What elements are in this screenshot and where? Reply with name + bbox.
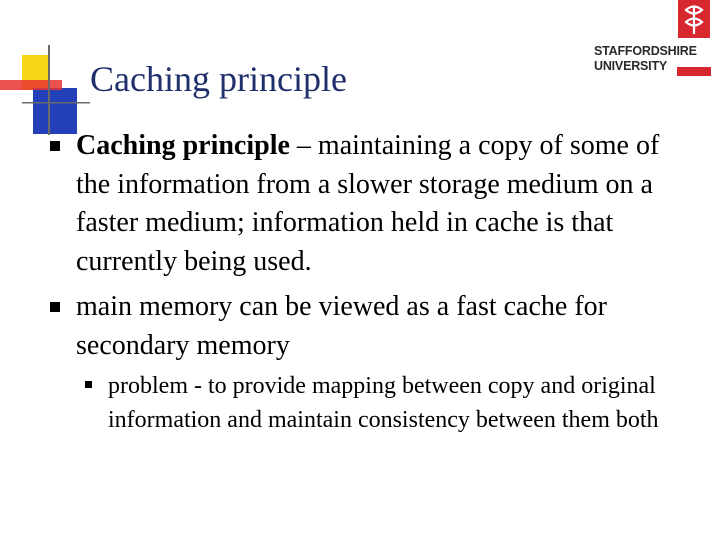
bullet-bold-term: Caching principle <box>76 130 290 161</box>
corner-decoration <box>0 40 90 135</box>
bullet-item-main-memory <box>76 288 686 365</box>
bullet-marker-icon <box>50 141 60 151</box>
sub-bullet-marker-icon <box>85 381 92 388</box>
logo-line-2: UNIVERSITY <box>594 59 668 73</box>
sub-bullet-item-problem <box>108 369 688 437</box>
decor-blue-square <box>33 88 77 134</box>
bullet-item-caching <box>76 127 686 281</box>
bullet-marker-icon <box>50 302 60 312</box>
bullet-text: main memory can be viewed as a fast cache for secondary memory <box>76 291 607 361</box>
decor-horizontal-line <box>22 102 90 104</box>
decor-vertical-line <box>48 45 50 135</box>
sub-bullet-text: problem - to provide mapping between copy and original information and maintain consistency between them both <box>108 373 659 433</box>
logo-line-1: STAFFORDSHIRE <box>594 44 697 58</box>
university-logo-text <box>594 44 714 74</box>
decor-red-stroke <box>0 80 62 90</box>
slide-title: Caching principle <box>90 59 347 99</box>
bullet-text: – maintaining a copy of some of the information from a slower storage medium on a faster medium; information held in cache is that currently being used. <box>76 130 660 277</box>
